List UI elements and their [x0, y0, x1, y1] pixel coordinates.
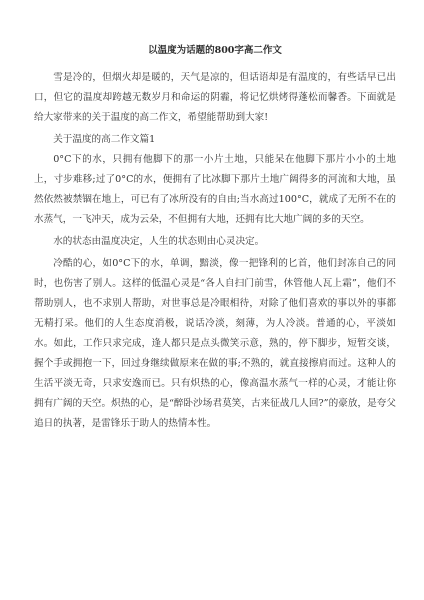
body-paragraph-3: 冷酷的心，如0°C下的水，单调，黯淡，像一把锋利的匕首，他们封冻自己的同时，也伤害了别人。这样的低温心灵是“各人自扫门前雪，休管他人瓦上霜”，他们不帮助别人，也不求别人帮助，对世事总是冷眼相待，对除了他们喜欢的事以外的事都无精打采。他们的人生态度消极，说话冷淡，刻薄，为人冷淡。普通的心，平淡如水。如此，工作只求完成，逢人都只是点头微笑示意，熟的，停下脚步，短暂交谈，握个手或拥抱一下，回过身继续做原来在做的事;不熟的，就直接擦肩而过。这种人的生活平淡无奇，只求安逸而已。只有炽热的心，像高温水蒸气一样的心灵，才能让你拥有广阔的天空。炽热的心，是“醉卧沙场君莫笑，古来征战几人回?”的豪放，是夸父追日的执著，是雷锋乐于助人的热情本性。 [34, 258, 396, 429]
body-paragraph-2: 水的状态由温度决定，人生的状态则由心灵决定。 [53, 236, 265, 247]
section-heading: 关于温度的高二作文篇1 [53, 134, 156, 145]
intro-paragraph: 雪是冷的，但烟火却是暖的，天气是凉的，但话语却是有温度的，有些话早已出口，但它的温度却跨越无数岁月和命运的阴霾，将记忆烘烤得蓬松而馨香。下面就是给大家带来的关于温度的高二作文，希望能帮助到大家! [34, 72, 396, 123]
document-title: 以温度为话题的800字高二作文 [148, 45, 282, 56]
body-paragraph-1: 0°C下的水，只拥有他脚下的那一小片土地，只能呆在他脚下那片小小的土地上，寸步难移;过了0°C的水，便拥有了比冰脚下那片土地广阔得多的河流和大地，虽然依然被禁锢在地上，可已有了冰所没有的自由;当水高过100°C，就成了无所不在的水蒸气，一飞冲天，成为云朵，不但拥有大地，还拥有比大地广阔的多的天空。 [34, 154, 396, 225]
